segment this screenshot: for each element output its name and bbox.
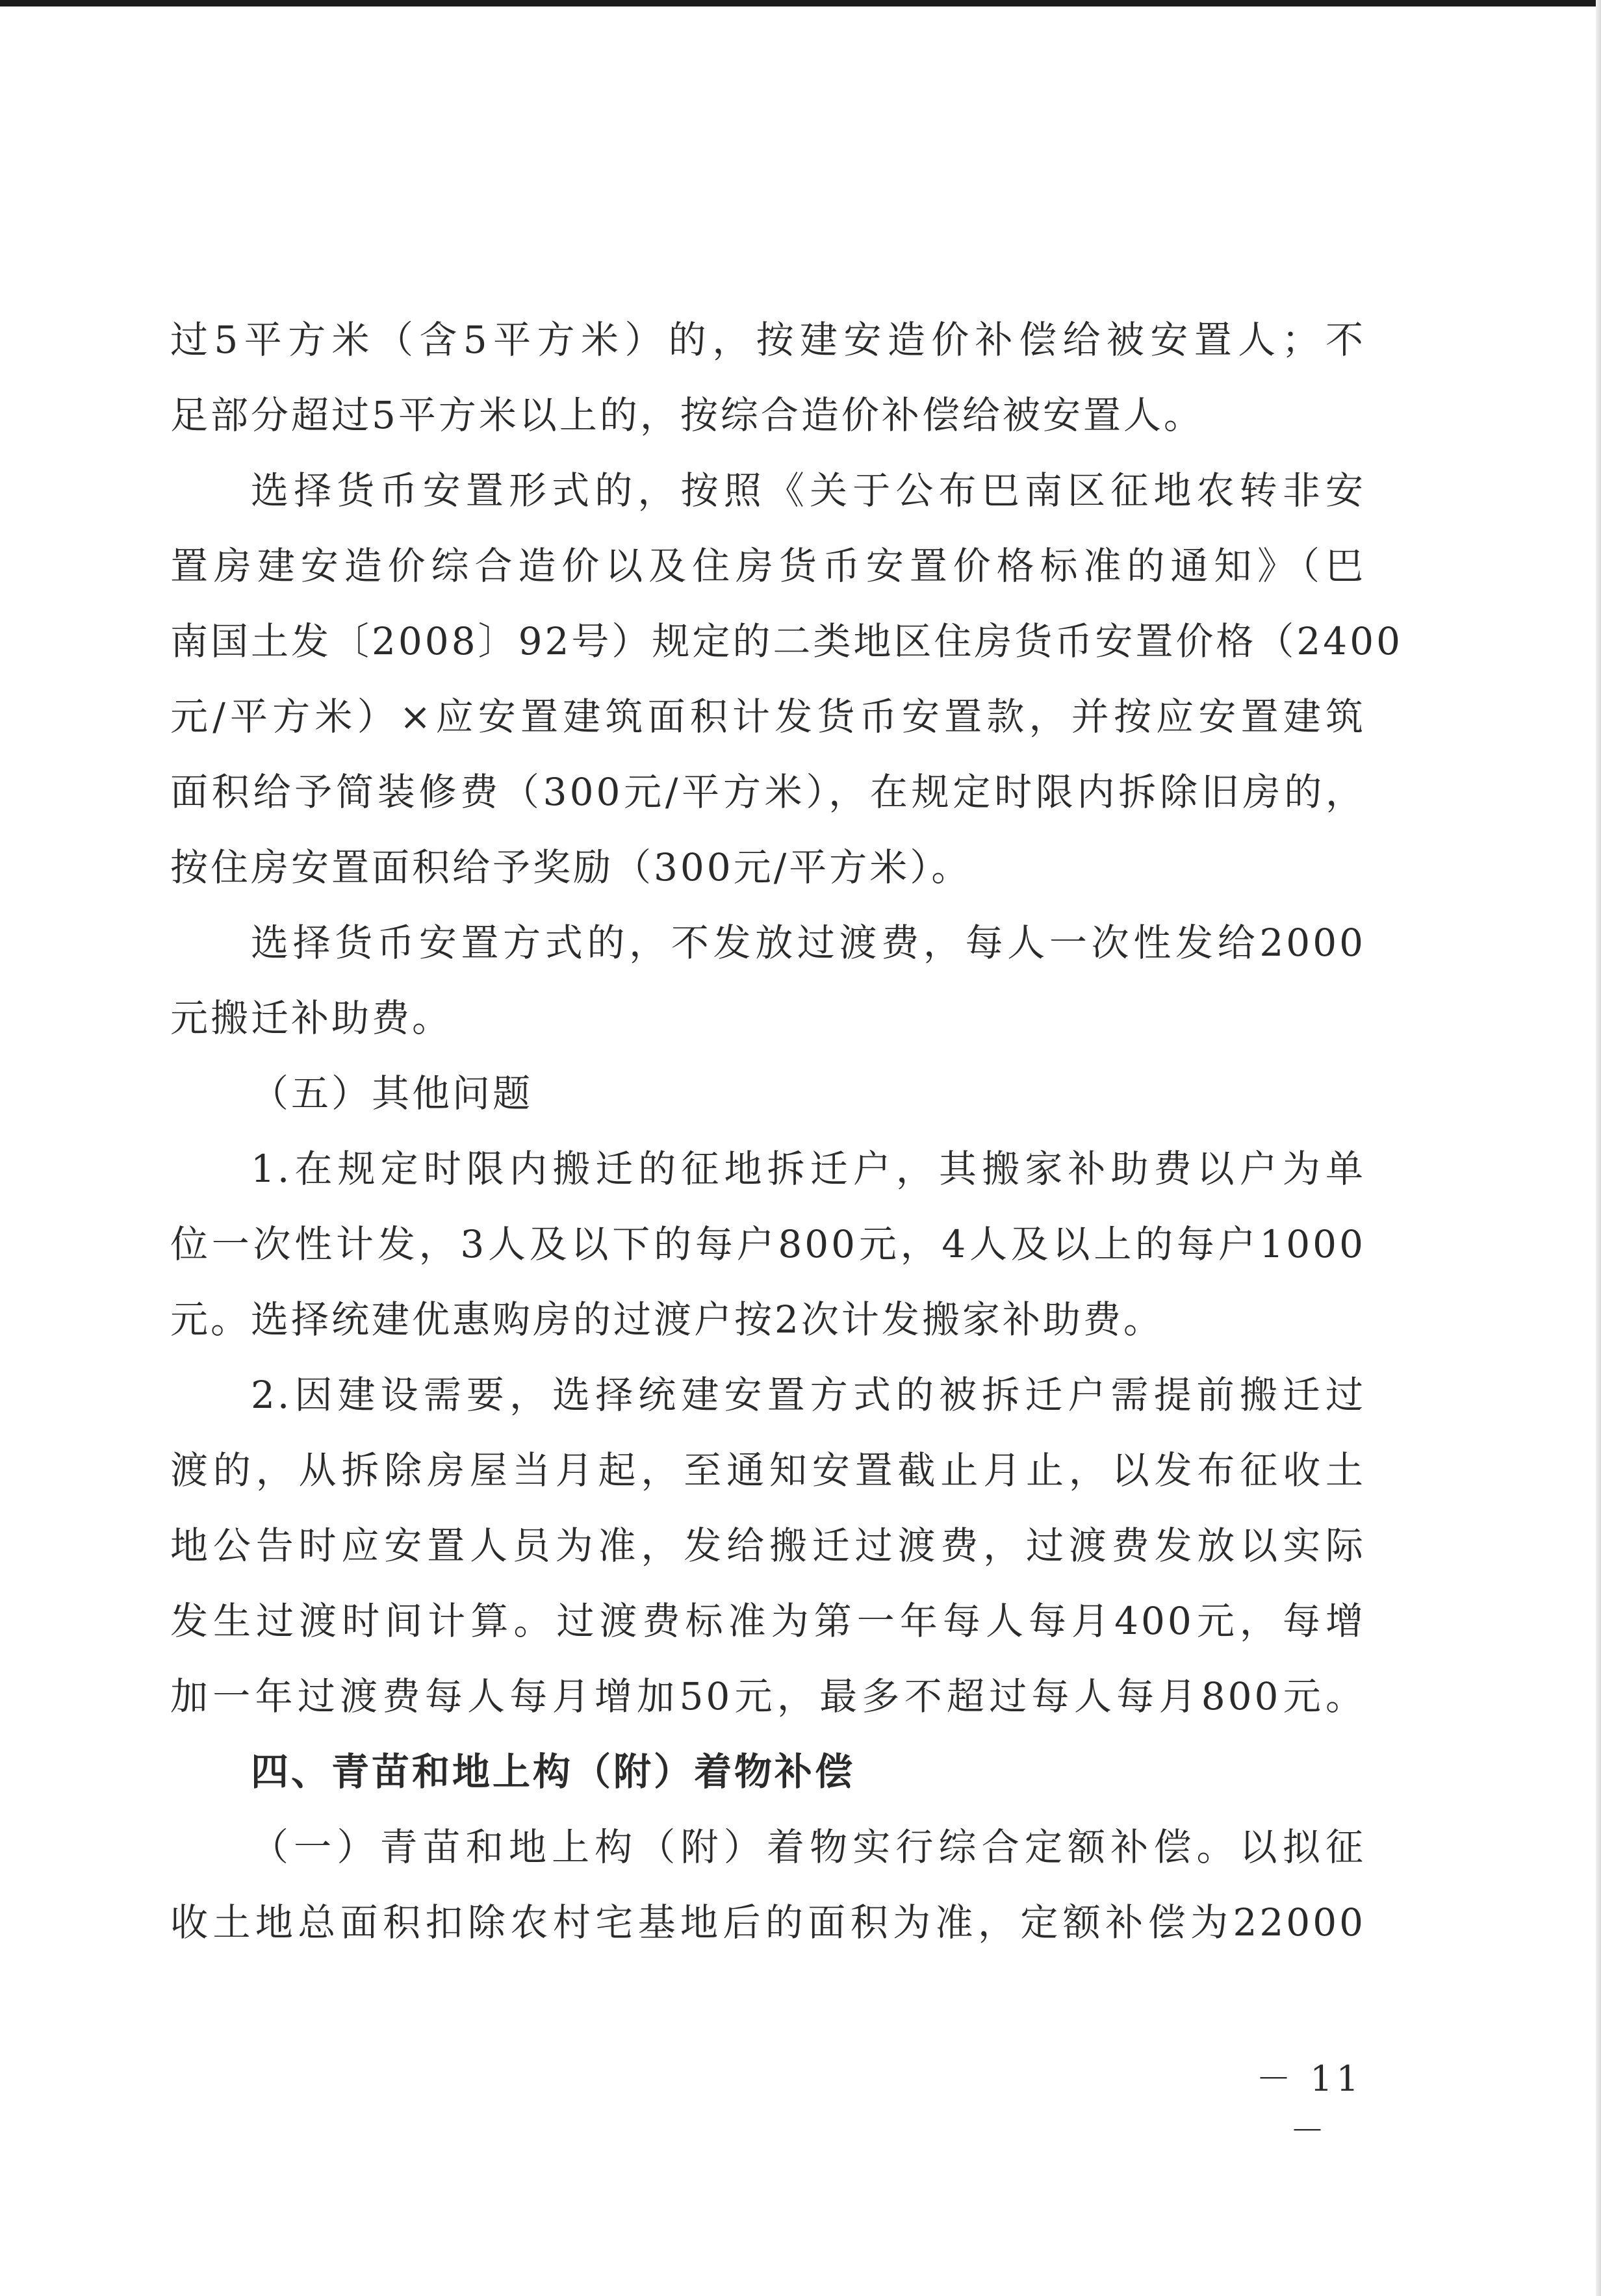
body-line-13: 位一次性计发，3人及以下的每户800元，4人及以上的每户1000 bbox=[170, 1222, 1366, 1266]
body-line-10: 元搬迁补助费。 bbox=[170, 996, 453, 1040]
body-line-17: 地公告时应安置人员为准，发给搬迁过渡费，过渡费发放以实际 bbox=[170, 1524, 1366, 1568]
scan-right-edge bbox=[1596, 0, 1601, 2296]
body-line-21: （一）青苗和地上构（附）着物实行综合定额补偿。以拟征 bbox=[251, 1825, 1366, 1869]
body-line-16: 渡的，从拆除房屋当月起，至通知安置截止月止，以发布征收土 bbox=[170, 1448, 1366, 1492]
body-line-4: 置房建安造价综合造价以及住房货币安置价格标准的通知》（巴 bbox=[170, 544, 1366, 588]
document-page bbox=[170, 302, 1403, 1960]
body-line-14: 元。选择统建优惠购房的过渡户按2次计发搬家补助费。 bbox=[170, 1297, 1164, 1342]
body-line-19: 加一年过渡费每人每月增加50元，最多不超过每人每月800元。 bbox=[170, 1674, 1366, 1718]
scan-top-edge bbox=[0, 0, 1601, 6]
section-subheading: （五）其他问题 bbox=[251, 1071, 533, 1116]
body-line-5: 南国土发〔2008〕92号）规定的二类地区住房货币安置价格（2400 bbox=[170, 619, 1403, 663]
body-line-12: 1.在规定时限内搬迁的征地拆迁户，其搬家补助费以户为单 bbox=[251, 1147, 1366, 1191]
body-line-22: 收土地总面积扣除农村宅基地后的面积为准，定额补偿为22000 bbox=[170, 1900, 1366, 1945]
section-heading: 四、青苗和地上构（附）着物补偿 bbox=[251, 1750, 856, 1794]
body-line-1: 过5平方米（含5平方米）的，按建安造价补偿给被安置人；不 bbox=[170, 318, 1366, 362]
body-line-9: 选择货币安置方式的，不发放过渡费，每人一次性发给2000 bbox=[251, 921, 1366, 965]
body-line-8: 按住房安置面积给予奖励（300元/平方米）。 bbox=[170, 845, 972, 889]
body-line-6: 元/平方米）×应安置建筑面积计发货币安置款，并按应安置建筑 bbox=[170, 695, 1366, 739]
body-line-7: 面积给予简装修费（300元/平方米），在规定时限内拆除旧房的， bbox=[170, 770, 1366, 814]
page-number: － 11 － bbox=[1256, 2058, 1363, 2151]
body-line-2: 足部分超过5平方米以上的，按综合造价补偿给被安置人。 bbox=[170, 393, 1204, 437]
body-line-18: 发生过渡时间计算。过渡费标准为第一年每人每月400元，每增 bbox=[170, 1599, 1366, 1643]
body-line-15: 2.因建设需要，选择统建安置方式的被拆迁户需提前搬迁过 bbox=[251, 1373, 1366, 1417]
body-line-3: 选择货币安置形式的，按照《关于公布巴南区征地农转非安 bbox=[251, 468, 1366, 513]
